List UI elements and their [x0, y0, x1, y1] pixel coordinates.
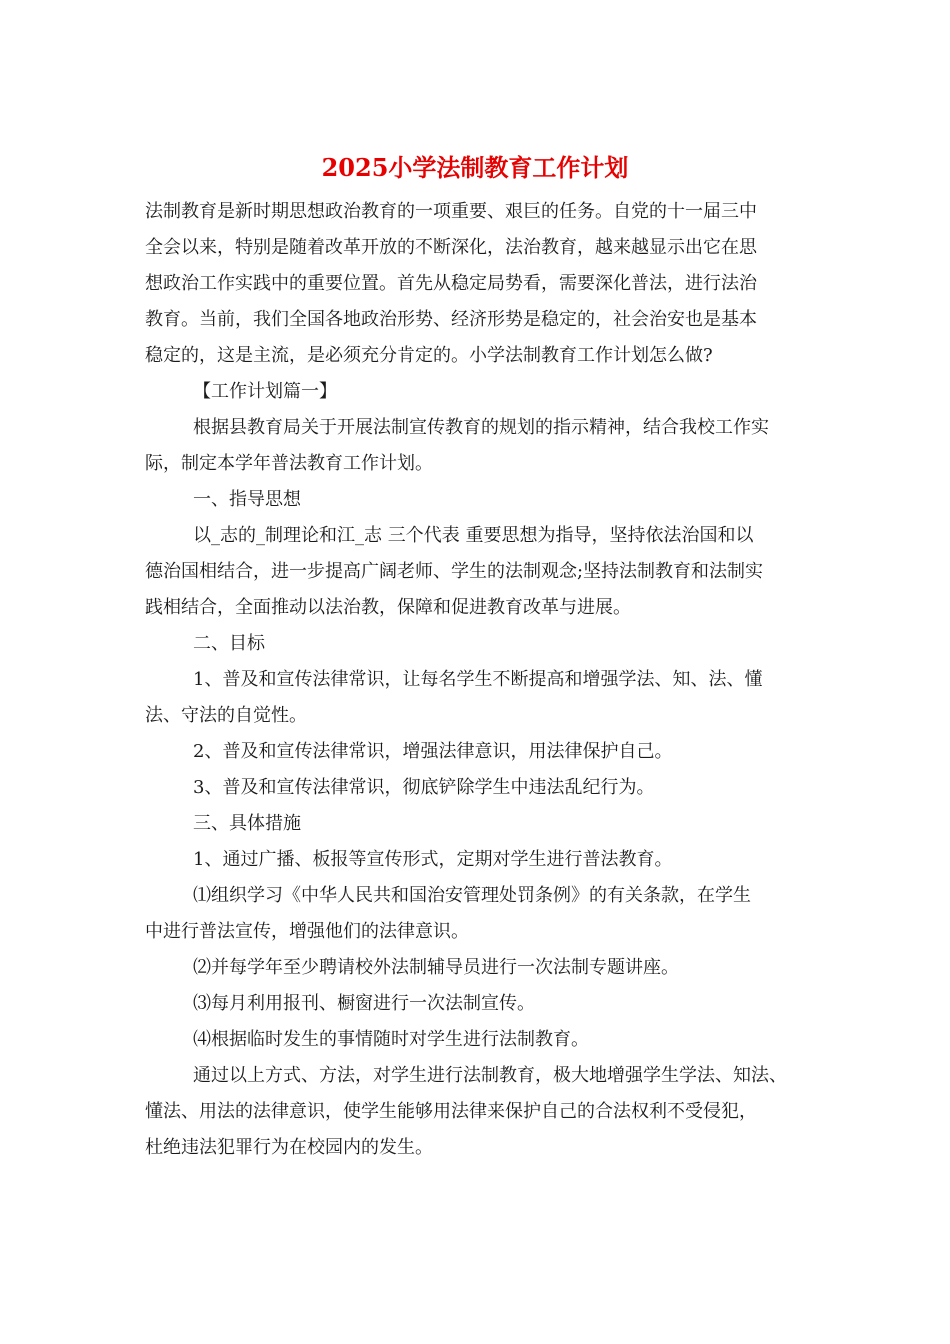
paragraph [145, 626, 825, 662]
text-line: 1、普及和宣传法律常识，让每名学生不断提高和增强学法、知、法、懂 [193, 669, 763, 690]
paragraph [145, 770, 825, 806]
text-line: 一、指导思想 [193, 489, 301, 510]
text-line: ⑷根据临时发生的事情随时对学生进行法制教育。 [193, 1029, 589, 1050]
text-line: 中进行普法宣传，增强他们的法律意识。 [145, 921, 469, 942]
document-title: 2025小学法制教育工作计划 [321, 153, 629, 182]
paragraph [145, 518, 825, 626]
paragraph [145, 194, 825, 374]
text-line: ⑵并每学年至少聘请校外法制辅导员进行一次法制专题讲座。 [193, 957, 679, 978]
text-line: 根据县教育局关于开展法制宣传教育的规划的指示精神，结合我校工作实 [193, 417, 769, 438]
text-line: ⑶每月利用报刊、橱窗进行一次法制宣传。 [193, 993, 535, 1014]
text-line: 2、普及和宣传法律常识，增强法律意识，用法律保护自己。 [193, 741, 673, 762]
text-line: 三、具体措施 [193, 813, 301, 834]
text-line: 1、通过广播、板报等宣传形式，定期对学生进行普法教育。 [193, 849, 673, 870]
text-line: 【工作计划篇一】 [193, 381, 337, 402]
paragraph [145, 482, 825, 518]
paragraph [145, 878, 825, 950]
text-line: 法、守法的自觉性。 [145, 705, 307, 726]
paragraph [145, 662, 825, 734]
text-line: 以_志的_制理论和江_志 三个代表 重要思想为指导，坚持依法治国和以 [193, 525, 754, 546]
text-line: 二、目标 [193, 633, 265, 654]
text-line: 稳定的，这是主流，是必须充分肯定的。小学法制教育工作计划怎么做? [145, 345, 713, 366]
paragraph [145, 1022, 825, 1058]
paragraph [145, 842, 825, 878]
text-line: 通过以上方式、方法，对学生进行法制教育，极大地增强学生学法、知法、 [193, 1065, 787, 1086]
paragraph [145, 374, 825, 410]
text-line: 教育。当前，我们全国各地政治形势、经济形势是稳定的，社会治安也是基本 [145, 309, 757, 330]
text-line: 想政治工作实践中的重要位置。首先从稳定局势看，需要深化普法，进行法治 [145, 273, 757, 294]
text-line: 德治国相结合，进一步提高广阔老师、学生的法制观念;坚持法制教育和法制实 [145, 561, 764, 582]
text-line: 法制教育是新时期思想政治教育的一项重要、艰巨的任务。自党的十一届三中 [145, 201, 757, 222]
text-line: ⑴组织学习《中华人民共和国治安管理处罚条例》的有关条款，在学生 [193, 885, 751, 906]
text-line: 际，制定本学年普法教育工作计划。 [145, 453, 433, 474]
paragraph [145, 986, 825, 1022]
paragraph [145, 1058, 825, 1166]
paragraph [145, 410, 825, 482]
text-line: 懂法、用法的法律意识，使学生能够用法律来保护自己的合法权利不受侵犯， [145, 1101, 757, 1122]
paragraph [145, 950, 825, 986]
paragraph [145, 806, 825, 842]
text-line: 践相结合，全面推动以法治教，保障和促进教育改革与进展。 [145, 597, 631, 618]
document-body [145, 194, 825, 1166]
text-line: 全会以来，特别是随着改革开放的不断深化，法治教育，越来越显示出它在思 [145, 237, 757, 258]
text-line: 3、普及和宣传法律常识，彻底铲除学生中违法乱纪行为。 [193, 777, 655, 798]
paragraph [145, 734, 825, 770]
text-line: 杜绝违法犯罪行为在校园内的发生。 [145, 1137, 433, 1158]
